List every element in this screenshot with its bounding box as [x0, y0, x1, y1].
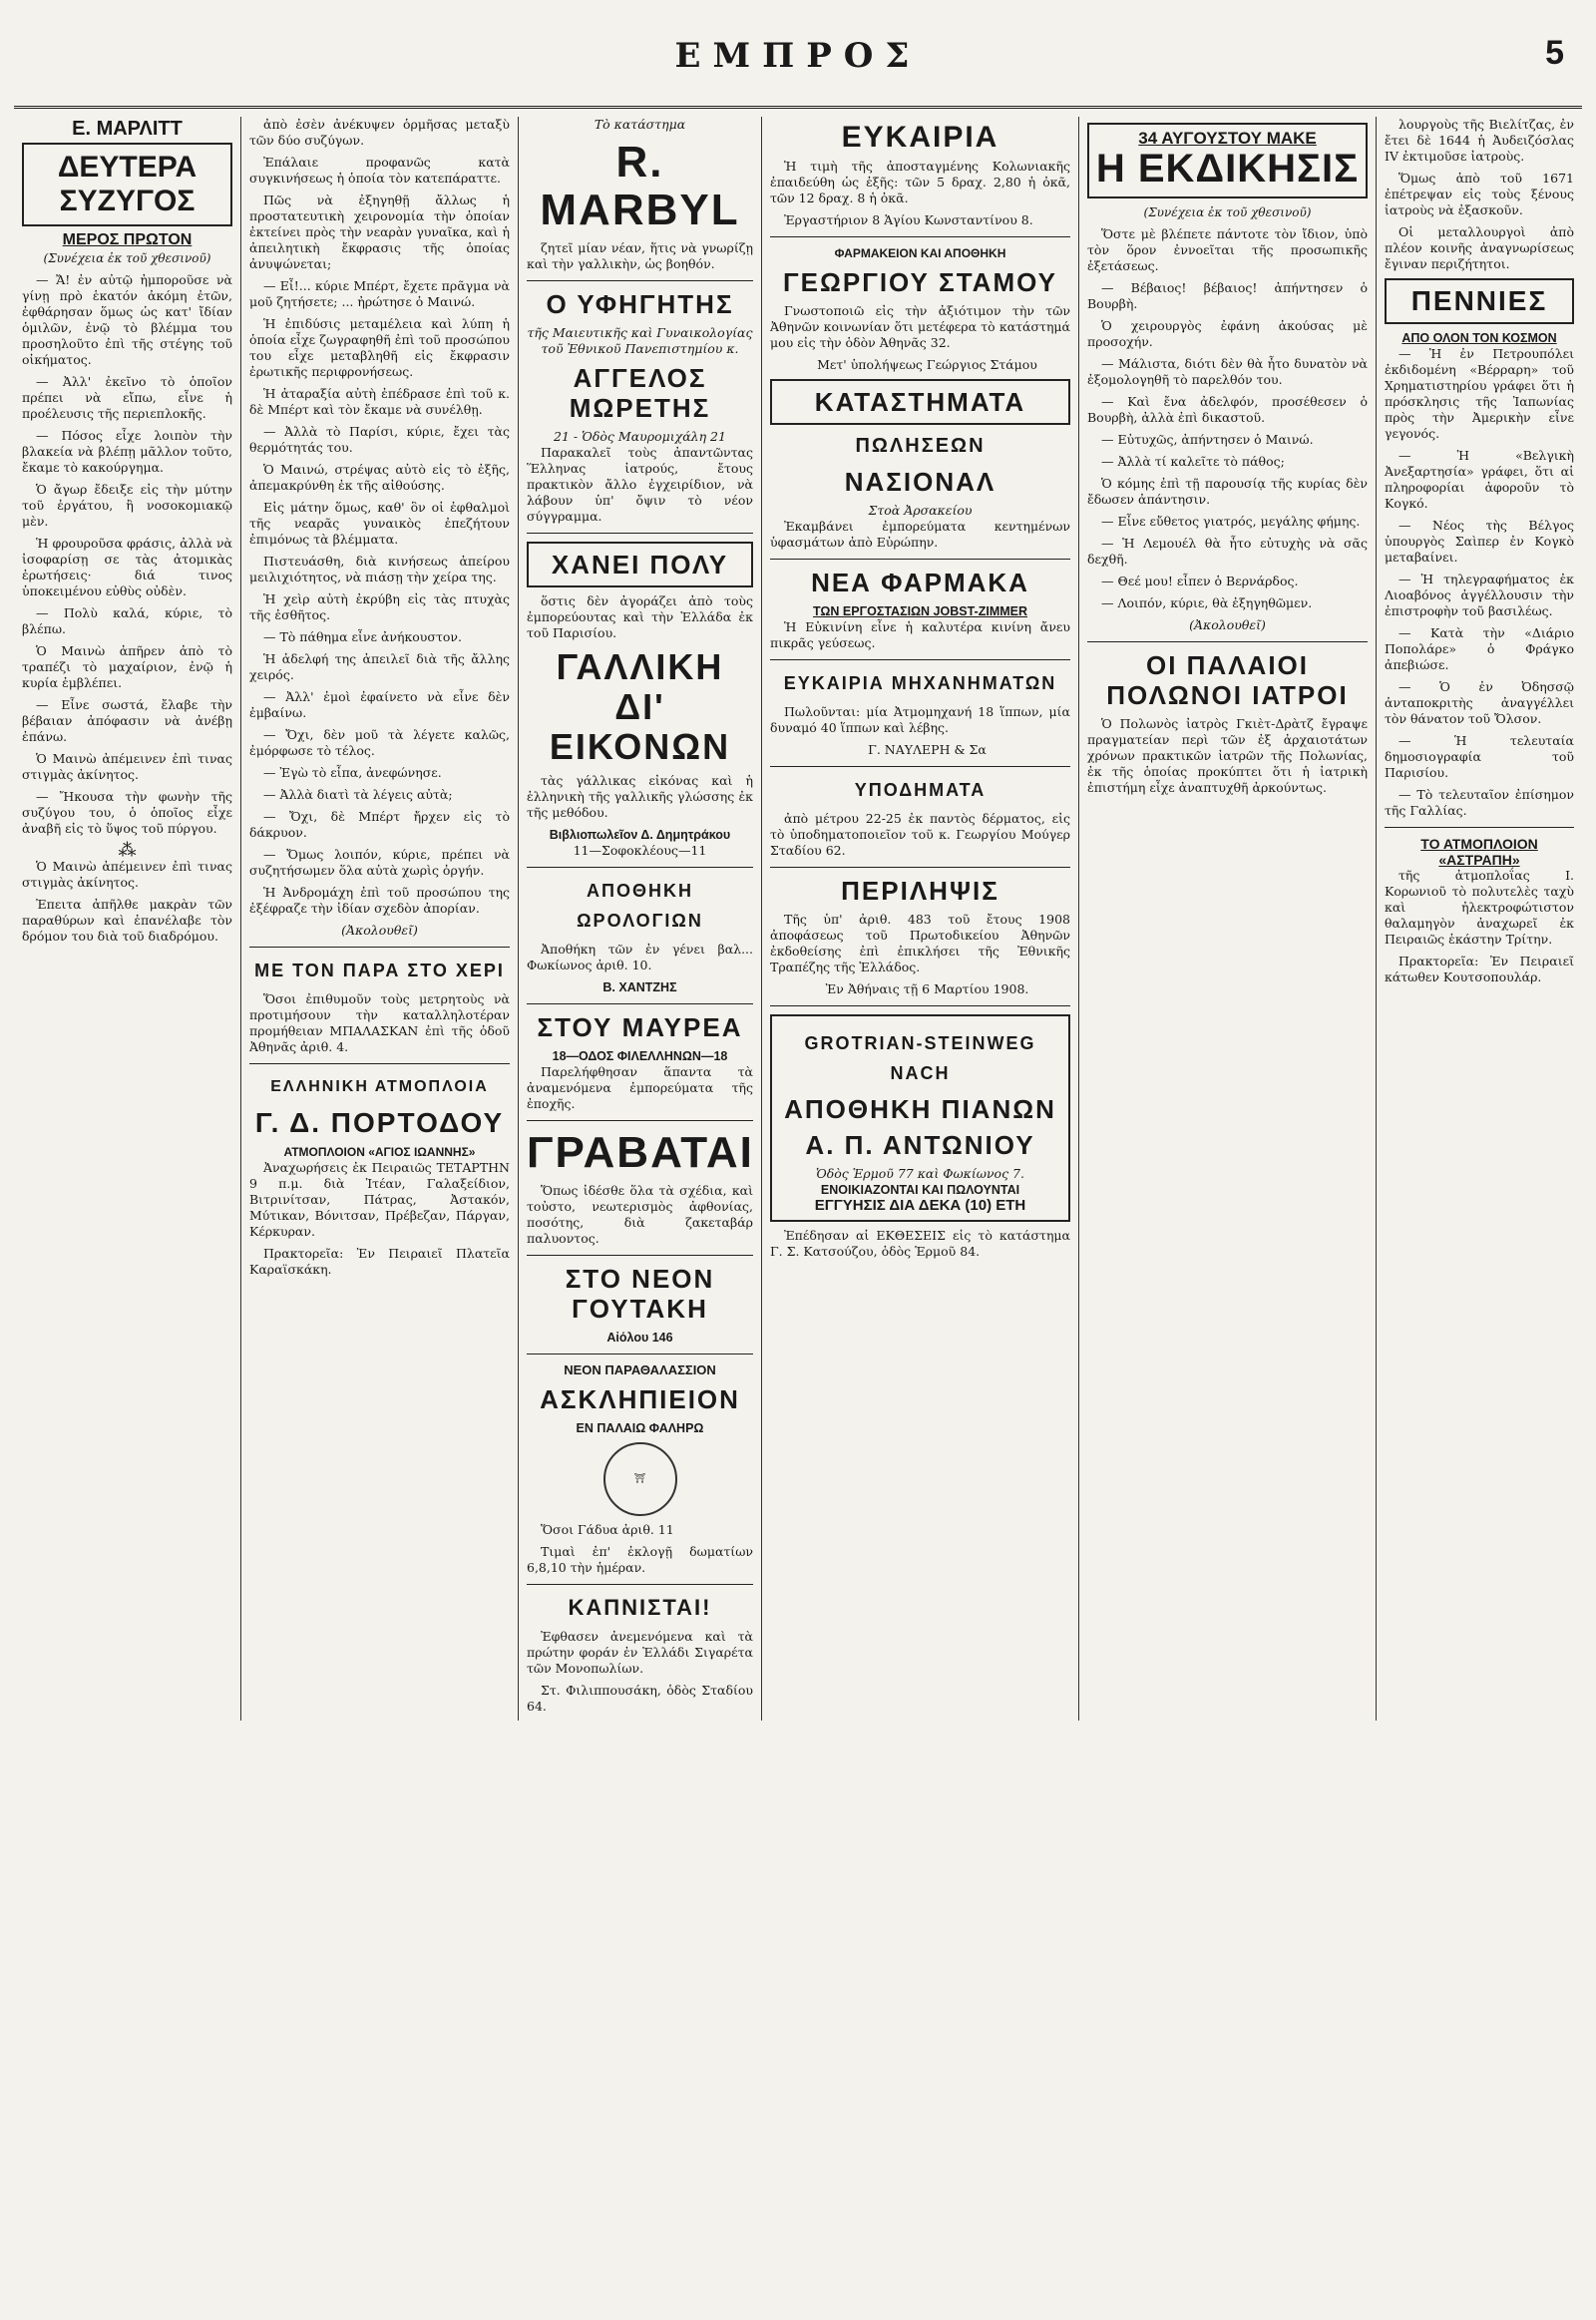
ad-title: ΑΠΟΘΗΚΗ ΩΡΟΛΟΓΙΩΝ: [577, 881, 703, 931]
news-item: — Ἡ «Βελγικὴ Ἀνεξαρτησία» γράφει, ὅτι αἱ πληροφορίαι ἀφοροῦν τὸ Κογκό.: [1385, 448, 1574, 511]
paragraph: — Εἶνε εὔθετος γιατρός, μεγάλης φήμης.: [1101, 514, 1361, 529]
ad-text: Ἀναχωρήσεις ἐκ Πειραιῶς ΤΕΤΑΡΤΗΝ 9 π.μ. διὰ Ἰτέαν, Γαλαξείδιον, Βιτρινίτσαν, Πάτρας, Ἀστακόν, Μύτικαν, Βόνιτσαν, Πρέβεζαν, Πάργαν, Κέρκυραν.: [249, 1160, 510, 1239]
column-5: [1079, 117, 1377, 1721]
news-item: — Ἡ τηλεγραφήματος ἐκ Λιοαβόνος ἀγγέλλουσιν τὴν ἐπιστροφὴν τοῦ βασιλέως.: [1385, 572, 1574, 618]
ad-title: ΚΑΤΑΣΤΗΜΑΤΑ: [770, 379, 1070, 425]
paragraph: Πῶς νὰ ἐξηγηθῇ ἄλλως ἡ προστατευτικὴ χειρονομία τὴν ὁποίαν ἐκτείνει πρὸς τὴν νεαρὰν γυναῖκα, καὶ ἡ ἀπειλητικὴ ἔκφρασις τῆς ὁποίας ἀνυψώνεται;: [249, 193, 510, 271]
ad-name: Β. ΧΑΝΤΖΗΣ: [602, 980, 677, 994]
ad-subtitle: ΑΠΟΘΗΚΗ ΠΙΑΝΩΝ: [784, 1094, 1056, 1124]
serial-headline-box: [22, 143, 232, 226]
serial-header-box: [1087, 123, 1368, 198]
divider: [527, 1584, 753, 1585]
masthead: [14, 10, 1582, 109]
paragraph: — Βέβαιος! βέβαιος! ἀπήντησεν ὁ Βουρβὴ.: [1087, 280, 1368, 311]
paragraph: — Τὸ πάθημα εἶνε ἀνήκουστον.: [263, 629, 462, 644]
divider: [770, 559, 1070, 560]
ad-title: ΥΠΟΔΗΜΑΤΑ: [854, 780, 987, 800]
temple-illustration: ⛩: [603, 1442, 677, 1516]
ad-text: Παρελήφθησαν ἅπαντα τὰ ἀναμενόμενα ἐμπορεύματα τῆς ἐποχῆς.: [527, 1064, 753, 1111]
paragraph: Ὅστε μὲ βλέπετε πάντοτε τὸν ἴδιον, ὑπὸ τὸν ὅρον ἐννοεῖται τῆς προσωπικῆς ἐξετάσεως.: [1087, 226, 1368, 273]
serial-kicker: ΜΕΡΟΣ ΠΡΩΤΟΝ: [62, 231, 193, 248]
divider: [1087, 641, 1368, 642]
ad-text: Ὅσοι ἐπιθυμοῦν τοὺς μετρητοὺς νὰ προτιμήσουν τὴν καταλληλοτέραν προμήθειαν ΜΠΑΛΑΣΚΑΝ ἐπὶ τῆς ὁδοῦ Ἀθηνᾶς ἀριθ. 4.: [249, 991, 510, 1054]
ad-address: 21 - Ὁδὸς Μαυρομιχάλη 21: [554, 429, 726, 444]
paragraph: — Ἀλλὰ τὸ Παρίσι, κύριε, ἔχει τὰς θερμότητάς του.: [249, 424, 510, 455]
divider: [527, 867, 753, 868]
ad-text: Τῆς ὑπ' ἀριθ. 483 τοῦ ἔτους 1908 ἀποφάσεως τοῦ Πρωτοδικείου Ἀθηνῶν ἐκδοθείσης ἐπὶ ἐπικλήσει τῆς Ἐθνικῆς Τραπέζης τῆς Ἑλλάδος.: [770, 912, 1070, 974]
ad-text: Πρακτορεῖα: Ἐν Πειραιεῖ Πλατεῖα Καραϊσκάκη.: [249, 1246, 510, 1277]
paragraph: Ὁ Μαινὼ ἀπέμεινεν ἐπὶ τινας στιγμὰς ἀκίνητος.: [22, 859, 232, 890]
page-number: 5: [1545, 34, 1564, 72]
ad-subtitle: 18—ΟΔΟΣ ΦΙΛΕΛΛΗΝΩΝ—18: [552, 1049, 728, 1063]
continuation-note: (Συνέχεια ἐκ τοῦ χθεσινοῦ): [1143, 205, 1312, 219]
ad-subtitle: ΠΩΛΗΣΕΩΝ: [855, 435, 986, 457]
news-item: — Ἡ ἐν Πετρουπόλει ἐκδιδομένη «Βέρραρη» τοῦ Χρηματιστηρίου γράφει ὅτι ἡ πρόσκλησις τῆς Ἰαπωνίας πρὸς τὴν Ἀμερικὴν εἶνε γεγονός.: [1385, 346, 1574, 441]
ad-title: ΠΕΡΙΛΗΨΙΣ: [841, 876, 999, 906]
ad-text: Ἐφθασεν ἀνεμενόμενα καὶ τὰ πρώτην φοράν ἐν Ἑλλάδι Σιγαρέτα τῶν Μονοπωλίων.: [527, 1629, 753, 1676]
ad-text: Ἀποθήκη τῶν ἐν γένει βαλ... Φωκίωνος ἀριθ. 10.: [527, 942, 753, 972]
paragraph: — Λοιπόν, κύριε, θὰ ἐξηγηθῶμεν.: [1101, 595, 1313, 610]
article-title: ΟΙ ΠΑΛΑΙΟΙ ΠΟΛΩΝΟΙ ΙΑΤΡΟΙ: [1106, 650, 1349, 710]
paragraph: Εἰς μάτην ὅμως, καθ' ὃν οἱ ἐφθαλμοὶ τῆς νεαρᾶς γυναικὸς ἐπεζήτουν ἐπιμόνως τὰ βλέμματα.: [249, 500, 510, 547]
ad-title: ΣΤΟ ΝΕΟΝ ΓΟΥΤΑΚΗ: [565, 1264, 715, 1324]
paragraph: — Καὶ ἔνα ἀδελφόν, προσέθεσεν ὁ Βουρβὴ, ἀλλὰ ἐπὶ δικαστοῦ.: [1087, 394, 1368, 425]
paragraph: — Ἀλλὰ τί καλεῖτε τὸ πάθος;: [1101, 454, 1285, 469]
ad-kicker: ΝΕΟΝ ΠΑΡΑΘΑΛΑΣΣΙΟΝ: [564, 1362, 716, 1377]
ad-text: ζητεῖ μίαν νέαν, ἥτις νὰ γνωρίζῃ καὶ τὴν γαλλικὴν, ὡς βοηθόν.: [527, 240, 753, 271]
paragraph: Ἐπάλαιε προφανῶς κατὰ συγκινήσεως ἡ ὁποία τὸν κατεπάραττε.: [249, 155, 510, 186]
serial-headline: ΔΕΥΤΕΡΑ ΣΥΖΥΓΟΣ: [57, 151, 198, 217]
ad-title: Ο ΥΦΗΓΗΤΗΣ: [546, 289, 734, 319]
ad-signer: Μετ' ὑπολήψεως Γεώργιος Στάμου: [817, 357, 1037, 372]
ad-signer: Γ. ΝΑΥΛΕΡΗ & Σα: [868, 742, 987, 757]
ad-title: ΕΥΚΑΙΡΙΑ: [841, 121, 999, 154]
ad-address: 11—Σοφοκλέους—11: [573, 843, 707, 858]
news-item: — Νέος τὴς Βέλγος ὑπουργὸς Σαὶπερ ἐν Κογκὸ μεταβαίνει.: [1385, 518, 1574, 565]
ad-subtitle: ΤΩΝ ΕΡΓΟΣΤΑΣΙΩΝ JOBST-ZIMMER: [812, 604, 1028, 618]
ad-signer: Στ. Φιλιππουσάκη, ὁδὸς Σταδίου 64.: [527, 1683, 753, 1714]
ad-name: Γ. Δ. ΠΟΡΤΟΔΟΥ: [254, 1107, 505, 1138]
paragraph: Ὁ Μαινὼ ἀπέμεινεν ἐπὶ τινας στιγμὰς ἀκίνητος.: [22, 751, 232, 782]
divider: [249, 1063, 510, 1064]
ad-subtitle: ΕΝ ΠΑΛΑΙΩ ΦΑΛΗΡΩ: [576, 1421, 704, 1435]
ad-title: ΑΣΚΛΗΠΙΕΙΟΝ: [540, 1384, 740, 1414]
paragraph: Ἡ ἀταραξία αὐτὴ ἐπέδρασε ἐπὶ τοῦ κ. δὲ Μπέρτ καὶ τὸν ἔκαμε νὰ συνέλθῃ.: [249, 386, 510, 417]
paragraph: — Πόσος εἶχε λοιπὸν τὴν βλακεία νὰ βλέπῃ μᾶλλον τοῦτο, ἔκαμε τὸ κακούργημα.: [22, 428, 232, 475]
news-item: — Τὸ τελευταῖον ἐπίσημον τῆς Γαλλίας.: [1385, 787, 1574, 818]
ad-text: ἀπὸ μέτρου 22-25 ἐκ παντὸς δέρματος, εἰς τὸ ὑποδηματοποιεῖον τοῦ κ. Γεωργίου Μούγερ Σταδίου 62.: [770, 811, 1070, 858]
column-4: [762, 117, 1079, 1721]
divider: [527, 1003, 753, 1004]
ad-text: τὰς γάλλικας εἰκόνας καὶ ἡ ἑλληνικὴ τῆς γαλλικῆς γλώσσης ἐκ τῆς μεθόδου.: [527, 773, 753, 820]
paragraph: — Ἐγὼ τὸ εἶπα, ἀνεφώνησε.: [263, 765, 442, 780]
paragraph: ἀπὸ ἐσὲν ἀνέκυψεν ὁρμῆσας μεταξὺ τῶν δύο συζύγων.: [249, 117, 510, 148]
ad-extra: ΕΓΓΥΗΣΙΣ ΔΙΑ ΔΕΚΑ (10) ΕΤΗ: [814, 1197, 1026, 1214]
paragraph: Πιστευάσθη, διὰ κινήσεως ἀπείρου μειλιχιότητος, νὰ πιάσῃ τὴν χείρα της.: [249, 554, 510, 584]
columns: [14, 117, 1582, 1721]
news-item: — Ἡ τελευταία δημοσιογραφία τοῦ Παρισίου.: [1385, 733, 1574, 780]
divider: [249, 947, 510, 948]
ad-title: ΤΟ ΑΤΜΟΠΛΟΙΟΝ «ΑΣΤΡΑΠΗ»: [1420, 836, 1538, 868]
ad-name: Α. Π. ΑΝΤΩΝΙΟΥ: [805, 1130, 1035, 1160]
divider: [527, 1255, 753, 1256]
divider: [770, 1005, 1070, 1006]
divider: [770, 766, 1070, 767]
paragraph: — Ἀλλ' ἐκεῖνο τὸ ὁποῖον πρέπει νὰ εἴπω, εἶνε ἡ προέλευσις τῆς περιεπλοκῆς.: [22, 374, 232, 421]
ad-seller: Βιβλιοπωλεῖον Δ. Δημητράκου: [549, 828, 731, 842]
paragraph: Ὁ Μαινὼ ἀπῆρεν ἀπὸ τὸ τραπέζι τὸ μαχαίριον, ἐνῷ ἡ κυρία ἐμβλέπει.: [22, 643, 232, 690]
ad-text: Ὅπως ἰδέσθε ὅλα τὰ σχέδια, καὶ τοὐστο, νεωτερισμὸς ἀφθονίας, ποσότης, διὰ ζακεταβάρ παλυοντος.: [527, 1183, 753, 1246]
paragraph: Ὁ ἄγωρ ἔδειξε εἰς τὴν μύτην τοῦ ἐργάτου, ἢ νοσοκομιακῷ μὲν.: [22, 482, 232, 529]
divider: [770, 236, 1070, 237]
ad-title: ΕΥΚΑΙΡΙΑ ΜΗΧΑΝΗΜΑΤΩΝ: [783, 673, 1057, 693]
ad-title: ΧΑΝΕΙ ΠΟΛΥ: [527, 542, 753, 587]
ad-text: Ὅσοι Γάδυα ἀριθ. 11: [541, 1522, 674, 1537]
paragraph: — Εἶνε σωστά, ἔλαβε τὴν βέβαιαν ἀπόφασιν νὰ ἀνέβῃ ἐπάνω.: [22, 697, 232, 744]
column-6: [1377, 117, 1582, 1721]
news-item: — Κατὰ τὴν «Διάριο Ποπολάρε» ὁ Φράγκο ἀπεβιώσε.: [1385, 625, 1574, 672]
ad-text: Ἐπέδησαν αἱ ΕΚΘΕΣΕΙΣ εἰς τὸ κατάστημα Γ. Σ. Κατσούζου, ὁδὸς Ἑρμοῦ 84.: [770, 1228, 1070, 1259]
divider: [527, 1120, 753, 1121]
divider: [770, 867, 1070, 868]
serial-author: Ε. ΜΑΡΛΙΤΤ: [72, 118, 183, 140]
paragraph: Ὁ κόμης ἐπὶ τῇ παρουσίᾳ τῆς κυρίας δὲν ἔδωσεν ἀπάντησιν.: [1087, 476, 1368, 507]
paragraph: — Εὐτυχῶς, ἀπήντησεν ὁ Μαινώ.: [1101, 432, 1314, 447]
ad-label: Τὸ κατάστημα: [594, 117, 686, 132]
continued-note: (Ἀκολουθεῖ): [341, 923, 418, 938]
ad-name: ΓΕΩΡΓΙΟΥ ΣΤΑΜΟΥ: [783, 267, 1057, 297]
ad-title: R. MARBYL: [540, 138, 740, 234]
divider: [1385, 827, 1574, 828]
ad-kicker: ΦΑΡΜΑΚΕΙΟΝ ΚΑΙ ΑΠΟΘΗΚΗ: [834, 246, 1006, 260]
ad-title: GROTRIAN-STEINWEG NACH: [804, 1033, 1036, 1083]
paragraph: Ἡ χεὶρ αὐτὴ ἐκρύβη εἰς τὰς πτυχὰς τῆς ἐσθῆτος.: [249, 591, 510, 622]
ad-title: ΓΡΑΒΑΤΑΙ: [527, 1128, 754, 1177]
paragraph: — Ἡ Λεμουέλ θὰ ἦτο εὐτυχὴς νὰ σᾶς δεχθῆ.: [1087, 536, 1368, 567]
paragraph: Ὁ Μαινώ, στρέψας αὐτὸ εἰς τὸ ἐξῆς, ἀπεμακρύνθη ἐκ τῆς αἰθούσης.: [249, 462, 510, 493]
paragraph: Ἐπειτα ἀπῆλθε μακρὰν τῶν παραθύρων καὶ ἐπανέλαβε τὸν δρόμον του διὰ τοῦ διαδρόμου.: [22, 897, 232, 944]
ad-name: ΑΓΓΕΛΟΣ ΜΩΡΕΤΗΣ: [569, 363, 711, 423]
ad-title: ΕΛΛΗΝΙΚΗ ΑΤΜΟΠΛΟΙΑ: [270, 1078, 489, 1095]
column-2: [241, 117, 519, 1721]
ad-address: Αἰόλου 146: [606, 1331, 673, 1345]
continued-note: (Ἀκολουθεῖ): [1189, 617, 1266, 632]
divider: [770, 659, 1070, 660]
section-stars: ⁂: [118, 840, 137, 861]
ad-text: Πωλοῦνται: μία Ἀτμομηχανή 18 ἵππων, μία δυναμό 40 ἵππων καὶ λέβης.: [770, 704, 1070, 735]
ad-text: ΕΝΟΙΚΙΑΖΟΝΤΑΙ ΚΑΙ ΠΩΛΟΥΝΤΑΙ: [820, 1183, 1020, 1197]
paragraph: — Πολὺ καλά, κύριε, τὸ βλέπω.: [22, 605, 232, 636]
news-subtitle: ΑΠΟ ΟΛΟΝ ΤΟΝ ΚΟΣΜΟΝ: [1401, 331, 1557, 345]
paragraph: Οἱ μεταλλουργοὶ ἀπὸ πλέον κοινῆς ἀναγνωρίσεως ἔγιναν περιζήτητοι.: [1385, 224, 1574, 271]
paragraph: Ὅμως ἀπὸ τοῦ 1671 ἐπέτρεψαν εἰς τοὺς ξένους ἰατροὺς νὰ ἐξασκοῦν.: [1385, 171, 1574, 217]
ad-address: Στοὰ Ἀρσακείου: [868, 503, 973, 518]
divider: [527, 280, 753, 281]
paragraph: — Εἶ!... κύριε Μπέρτ, ἔχετε πρᾶγμα νὰ μοῦ ζητήσετε; ... ἠρώτησε ὁ Μαινώ.: [249, 278, 510, 309]
ad-address: Ὁδὸς Ἑρμοῦ 77 καὶ Φωκίωνος 7.: [815, 1166, 1024, 1181]
newspaper-title: ΕΜΠΡΟΣ: [674, 36, 922, 76]
paragraph: — Ὄχι, δὲ Μπέρτ ἤρχεν εἰς τὸ δάκρυον.: [249, 809, 510, 840]
ad-title: ΜΕ ΤΟΝ ΠΑΡΑ ΣΤΟ ΧΕΡΙ: [254, 961, 505, 980]
ad-title: ΓΑΛΛΙΚΗ ΔΙ' ΕΙΚΟΝΩΝ: [549, 646, 731, 767]
ad-address: Ἐργαστήριον 8 Ἁγίου Κωνσταντίνου 8.: [784, 212, 1033, 227]
divider: [527, 533, 753, 534]
serial-author: 34 ΑΥΓΟΥΣΤΟΥ ΜΑΚΕ: [1138, 129, 1317, 148]
paragraph: — Ἀλλὰ διατὶ τὰ λέγεις αὐτὰ;: [263, 787, 453, 802]
ad-text: Γνωστοποιῶ εἰς τὴν ἀξιότιμον τὴν τῶν Ἀθηνῶν κοινωνίαν ὅτι μετέφερα τὸ κατάστημά μου εἰς τὴν ὁδὸν Ἀθηνᾶς 32.: [770, 303, 1070, 350]
ad-text: Παρακαλεῖ τοὺς ἀπαντῶντας Ἕλληνας ἰατρούς, ἔτους πρακτικὸν ἄλλο ἐγχειρίδιον, νὰ λάβουν ὑπ' ὄψιν τὸ νέον σύγγραμμα.: [527, 445, 753, 524]
article-text: Ὁ Πολωνὸς ἰατρὸς Γκιὲτ-Δρὰτζ ἔγραψε πραγματείαν περὶ τῶν ἐξ ἀρχαιοτάτων χρόνων πρακτικῶν ἰατρῶν τῆς Πολωνίας, ἐκ τῆς ὁποίας προκύπτει ὅτι ἡ ἰατρικὴ ἐπιστήμη εἶχε ἀναπτυχθῆ ἀρκούντως.: [1087, 716, 1368, 795]
ad-date: Ἐν Ἀθήναις τῇ 6 Μαρτίου 1908.: [825, 981, 1029, 996]
paragraph: — Ἤκουσα τὴν φωνὴν τῆς συζύγου του, ὁ ὁποῖος εἶχε ἀναβῆ εἰς τὸ ὕψος τοῦ πύργου.: [22, 789, 232, 836]
paragraph: — Ἀλλ' ἐμοὶ ἐφαίνετο νὰ εἶνε δὲν ἐμβαίνω.: [249, 689, 510, 720]
serial-headline: Η ΕΚΔΙΚΗΣΙΣ: [1095, 147, 1360, 191]
ad-subtitle: ΑΤΜΟΠΛΟΙΟΝ «ΑΓΙΟΣ ΙΩΑΝΝΗΣ»: [283, 1145, 476, 1159]
paragraph: Ἡ φρουροῦσα φράσις, ἀλλὰ νὰ ἰσοφαρίσῃ σε τὰς ἀτομικὰς ἐρωτήσεις· διά τινος ὑποκειμένου εὐθὺς οὐδὲν.: [22, 536, 232, 598]
ad-text: τῆς ἀτμοπλοΐας Ι. Κορωνιοῦ τὸ πολυτελὲς ταχὺ καὶ ἠλεκτροφώτιστον θαλαμηγὸν ἀναχωρεῖ ἐκ Πειραιῶς ἑκάστην Τρίτην.: [1385, 868, 1574, 947]
paragraph: — Ἄ! ἐν αὐτῷ ἠμποροῦσε νὰ γίνῃ πρὸ ἑκατόν ἀκόμη ἐτῶν, ἐφθάρησαν ὅμως ὡς κατ' ἴδίαν ὁμιλῶν, ἐνῷ τὸ βλέμμα του προσηλοῦτο ἐπὶ τῆς στέγης τοῦ οἰκήματος.: [22, 272, 232, 367]
ad-text: Ἐκαμβάνει ἐμπορεύματα κεντημένων ὑφασμάτων ἀπὸ Εὐρώπην.: [770, 519, 1070, 550]
column-1: [14, 117, 241, 1721]
ad-title: ΝΕΑ ΦΑΡΜΑΚΑ: [811, 568, 1029, 597]
ad-subtitle: τῆς Μαιευτικῆς καὶ Γυναικολογίας τοῦ Ἐθνικοῦ Πανεπιστημίου κ.: [527, 325, 753, 356]
paragraph: Ἡ ἐπιδύσις μεταμέλεια καὶ λύπη ἡ ὁποία εἶχε ζωγραφηθῆ ἐπὶ τοῦ προσώπου του εἶχε μεταβληθῆ εἰς ἔκφρασιν ἐρωτικῆς περιφρονήσεως.: [249, 316, 510, 379]
ad-text: Ἡ τιμὴ τῆς ἀποσταγμένης Κολωνιακῆς ἐπαιδεύθη ὡς ἑξῆς: τῶν 5 δραχ. 2,80 ἡ ὀκᾶ, τῶν 12 δραχ. 8 ἡ ὀκᾶ.: [770, 159, 1070, 205]
ad-agent: Πρακτορεῖα: Ἐν Πειραιεῖ κάτωθεν Κουτσοπουλάρ.: [1385, 954, 1574, 984]
continuation-note: (Συνέχεια ἐκ τοῦ χθεσινοῦ): [43, 251, 211, 265]
paragraph: Ἡ Ἀνδρομάχη ἐπὶ τοῦ προσώπου της ἐξέφραζε τὴν ἰδίαν σχεδὸν ἀπορίαν.: [249, 885, 510, 916]
paragraph: λουργοὺς τῆς Βιελίτζας, ἐν ἔτει δὲ 1644 ἡ Ἀυδειζόσλας IV ἐκτιμοῦσε ἰατροὺς.: [1385, 117, 1574, 164]
divider: [527, 1353, 753, 1354]
piano-ad: [770, 1014, 1070, 1222]
paragraph: Ἡ ἀδελφή της ἀπειλεῖ διὰ τῆς ἄλλης χειρός.: [249, 651, 510, 682]
ad-title: ΚΑΠΝΙΣΤΑΙ!: [568, 1595, 712, 1620]
paragraph: — Μάλιστα, διότι δὲν θὰ ἦτο δυνατὸν νὰ ἐξομολογηθῆ τὸ παρελθόν του.: [1087, 356, 1368, 387]
news-item: — Ὁ ἐν Ὀδησσῷ ἀνταποκριτὴς ἀναγγέλλει τὸν θάνατον τοῦ Ὄλσον.: [1385, 679, 1574, 726]
paragraph: Ὁ χειρουργὸς ἐφάνη ἀκούσας μὲ προσοχήν.: [1087, 318, 1368, 349]
ad-title: ΣΤΟΥ ΜΑΥΡΕΑ: [537, 1012, 743, 1042]
ad-text: Τιμαὶ ἐπ' ἐκλογῇ δωματίων 6,8,10 τὴν ἡμέραν.: [527, 1544, 753, 1575]
ad-name: ΝΑΣΙΟΝΑΛ: [844, 467, 997, 497]
news-title: ΠΕΝΝΙΕΣ: [1385, 278, 1574, 324]
paragraph: — Ὄχι, δὲν μοῦ τὰ λέγετε καλῶς, ἐμόρφωσε τὸ τέλος.: [249, 727, 510, 758]
paragraph: — Θεέ μου! εἶπεν ὁ Βερνάρδος.: [1101, 574, 1299, 588]
column-3: [519, 117, 762, 1721]
ad-text: Ἡ Εὐκινίνη εἶνε ἡ καλυτέρα κινίνη ἄνευ πικρᾶς γεύσεως.: [770, 619, 1070, 650]
ad-text: ὅστις δὲν ἀγοράζει ἀπὸ τοὺς ἐμπορεύουτας καὶ τὴν Ἑλλάδα ἐκ τοῦ Παρισίου.: [527, 593, 753, 640]
paragraph: — Ὄμως λοιπόν, κύριε, πρέπει νὰ συζητήσωμεν ὅλα αὐτὰ χωρὶς ὀργήν.: [249, 847, 510, 878]
